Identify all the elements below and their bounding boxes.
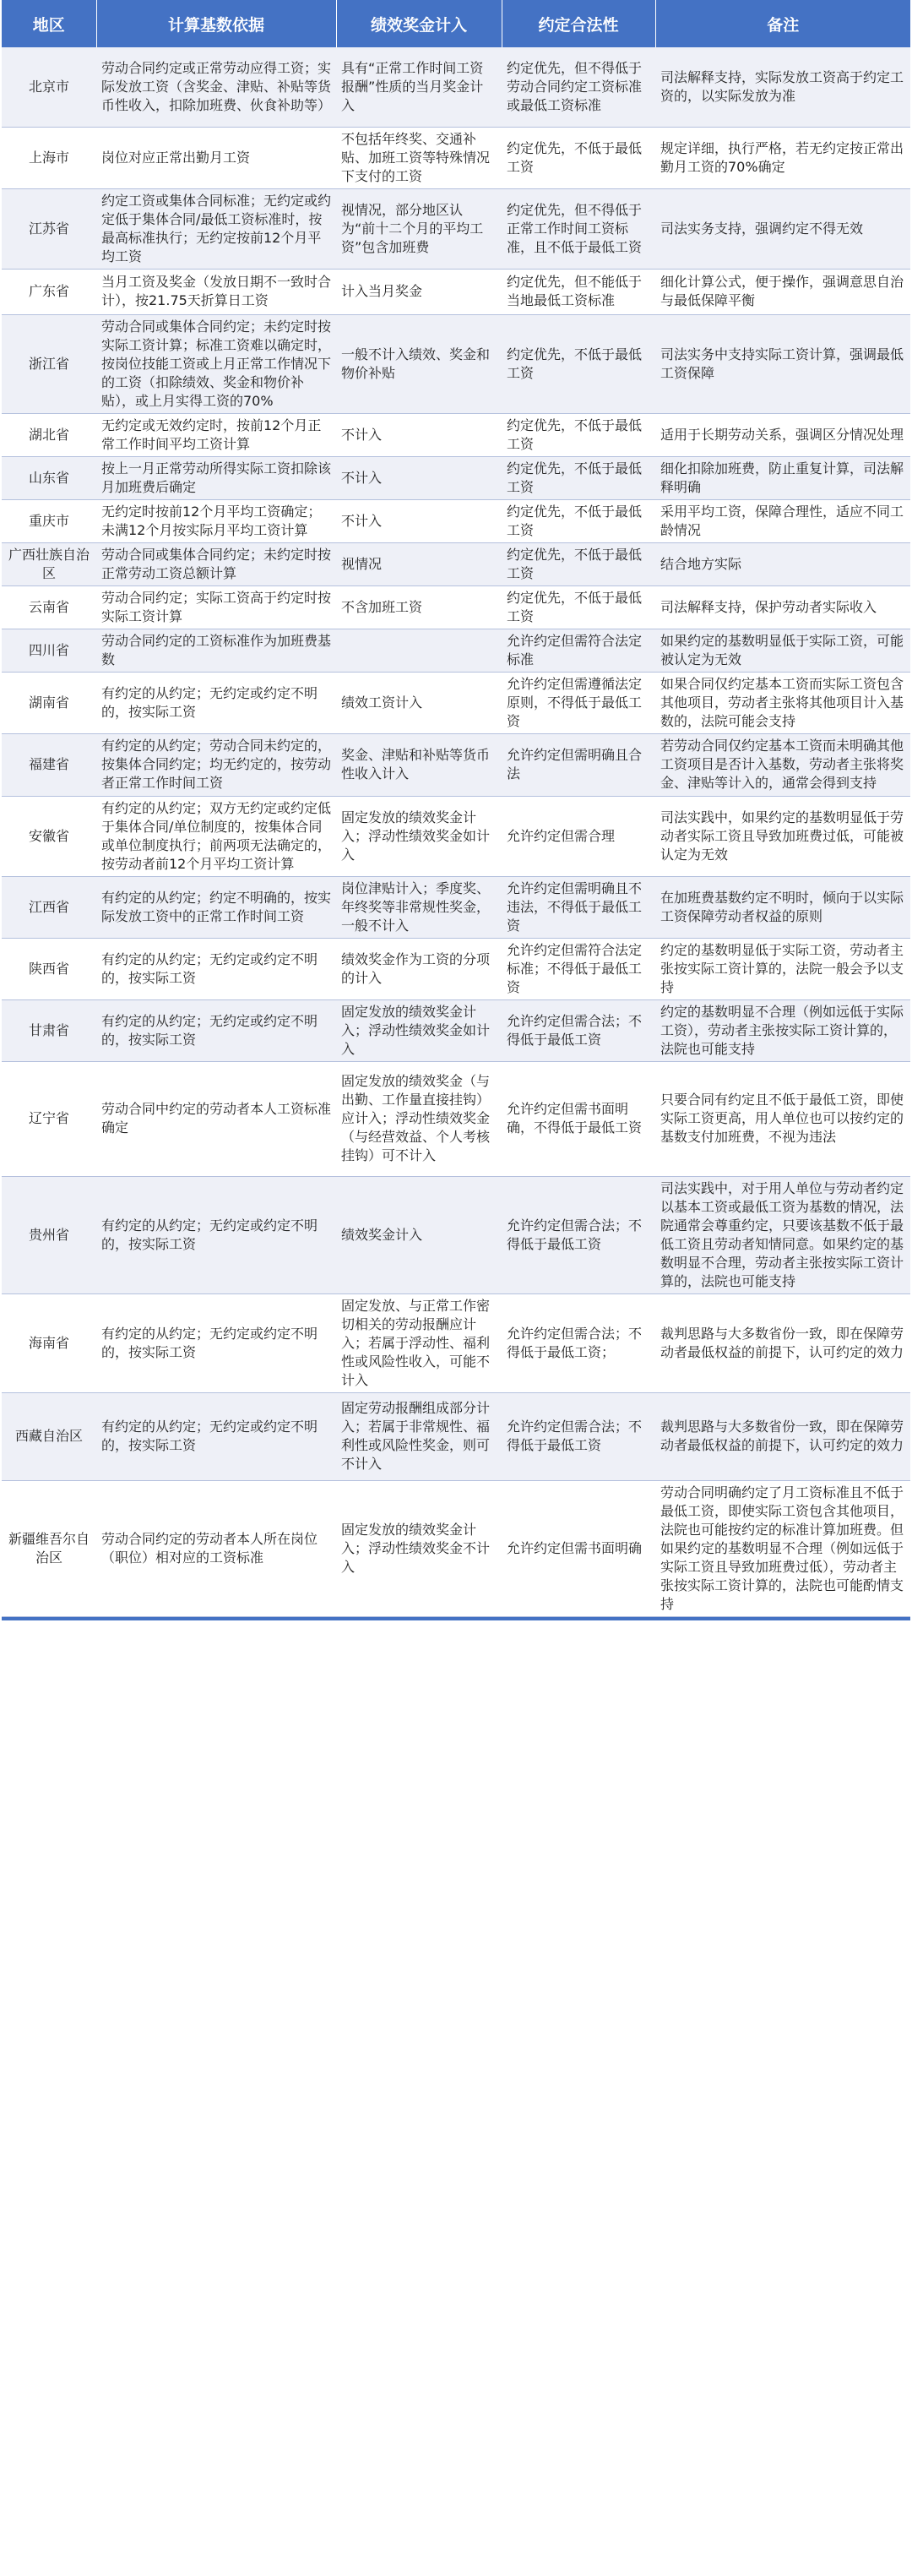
table-row: [2, 796, 910, 876]
basis-cell: 岗位对应正常出勤月工资: [96, 127, 336, 188]
note-cell: 规定详细，执行严格，若无约定按正常出勤月工资的70%确定: [655, 127, 910, 188]
legality-cell: 允许约定但需明确且合法: [502, 733, 655, 796]
legality-cell: 约定优先，不低于最低工资: [502, 413, 655, 456]
basis-cell: 有约定的从约定；无约定或约定不明的，按实际工资: [96, 999, 336, 1061]
table-row: [2, 188, 910, 269]
note-cell: 细化计算公式，便于操作，强调意思自治与最低保障平衡: [655, 269, 910, 314]
note-cell: 约定的基数明显不合理（例如远低于实际工资），劳动者主张按实际工资计算的，法院也可能支持: [655, 999, 910, 1061]
note-cell: 在加班费基数约定不明时，倾向于以实际工资保障劳动者权益的原则: [655, 876, 910, 938]
region-cell: 浙江省: [2, 314, 96, 413]
legality-cell: 允许约定但需书面明确: [502, 1480, 655, 1616]
basis-cell: 有约定的从约定；双方无约定或约定低于集体合同/单位制度的，按集体合同或单位制度执行；前两项无法确定的，按劳动者前12个月平均工资计算: [96, 796, 336, 876]
table-row: [2, 585, 910, 629]
region-cell: 湖北省: [2, 413, 96, 456]
legality-cell: 允许约定但需符合法定标准；不得低于最低工资: [502, 938, 655, 999]
note-cell: 若劳动合同仅约定基本工资而未明确其他工资项目是否计入基数，劳动者主张将奖金、津贴等计入的，通常会得到支持: [655, 733, 910, 796]
basis-cell: 劳动合同约定的工资标准作为加班费基数: [96, 629, 336, 672]
basis-cell: 有约定的从约定；无约定或约定不明的，按实际工资: [96, 938, 336, 999]
note-cell: 司法实务支持，强调约定不得无效: [655, 188, 910, 269]
note-cell: 细化扣除加班费，防止重复计算，司法解释明确: [655, 456, 910, 499]
header-region: 地区: [32, 15, 65, 35]
legality-cell: 约定优先，但不能低于当地最低工资标准: [502, 269, 655, 314]
bonus-cell: 视情况: [336, 542, 502, 585]
bonus-cell: 固定发放的绩效奖金（与出勤、工作量直接挂钩）应计入；浮动性绩效奖金（与经营效益、个人考核挂钩）可不计入: [336, 1061, 502, 1176]
note-cell: 司法实践中，如果约定的基数明显低于劳动者实际工资且导致加班费过低，可能被认定为无效: [655, 796, 910, 876]
bonus-cell: 固定劳动报酬组成部分计入；若属于非常规性、福利性或风险性奖金，则可不计入: [336, 1392, 502, 1480]
basis-cell: 约定工资或集体合同标准；无约定或约定低于集体合同/最低工资标准时，按最高标准执行；无约定按前12个月平均工资: [96, 188, 336, 269]
region-cell: 广西壮族自治区: [2, 542, 96, 585]
basis-cell: 劳动合同约定的劳动者本人所在岗位（职位）相对应的工资标准: [96, 1480, 336, 1616]
note-cell: 裁判思路与大多数省份一致，即在保障劳动者最低权益的前提下，认可约定的效力: [655, 1293, 910, 1392]
table-row: [2, 1392, 910, 1480]
region-cell: 四川省: [2, 629, 96, 672]
region-cell: 甘肃省: [2, 999, 96, 1061]
table-row: [2, 938, 910, 999]
note-cell: 劳动合同明确约定了月工资标准且不低于最低工资，即使实际工资包含其他项目，法院也可能按约定的标准计算加班费。但如果约定的基数明显不合理（例如远低于实际工资且导致加班费过低），劳动者主张按实际工资计算的，法院也可能酌情支持: [655, 1480, 910, 1616]
table-row: [2, 1061, 910, 1176]
table-row: [2, 629, 910, 672]
legality-cell: 约定优先，不低于最低工资: [502, 314, 655, 413]
bonus-cell: 不包括年终奖、交通补贴、加班工资等特殊情况下支付的工资: [336, 127, 502, 188]
legality-cell: 约定优先，但不得低于劳动合同约定工资标准或最低工资标准: [502, 47, 655, 127]
bonus-cell: 不计入: [336, 499, 502, 542]
basis-cell: 有约定的从约定；劳动合同未约定的，按集体合同约定；均无约定的，按劳动者正常工作时间工资: [96, 733, 336, 796]
region-cell: 云南省: [2, 585, 96, 629]
note-cell: 司法实务中支持实际工资计算，强调最低工资保障: [655, 314, 910, 413]
table-row: [2, 1176, 910, 1293]
legality-cell: 允许约定但需遵循法定原则，不得低于最低工资: [502, 672, 655, 733]
legality-cell: 允许约定但需合理: [502, 796, 655, 876]
region-cell: 安徽省: [2, 796, 96, 876]
basis-cell: 有约定的从约定；无约定或约定不明的，按实际工资: [96, 1293, 336, 1392]
legality-cell: 允许约定但需明确且不违法，不得低于最低工资: [502, 876, 655, 938]
table-row: [2, 542, 910, 585]
region-cell: 山东省: [2, 456, 96, 499]
header-legality: 约定合法性: [502, 0, 655, 47]
legality-cell: 允许约定但需合法；不得低于最低工资: [502, 1392, 655, 1480]
bonus-cell: 不计入: [336, 456, 502, 499]
legality-cell: 约定优先，不低于最低工资: [502, 499, 655, 542]
legality-cell: 允许约定但需合法；不得低于最低工资: [502, 999, 655, 1061]
region-cell: 贵州省: [2, 1176, 96, 1293]
legality-cell: 允许约定但需符合法定标准: [502, 629, 655, 672]
bonus-cell: 不含加班工资: [336, 585, 502, 629]
region-cell: 辽宁省: [2, 1061, 96, 1176]
table-row: [2, 499, 910, 542]
note-cell: 适用于长期劳动关系，强调区分情况处理: [655, 413, 910, 456]
basis-cell: 按上一月正常劳动所得实际工资扣除该月加班费后确定: [96, 456, 336, 499]
basis-cell: 劳动合同或集体合同约定；未约定时按实际工资计算；标准工资难以确定时，按岗位技能工资或上月正常工作情况下的工资（扣除绩效、奖金和物价补贴），或上月实得工资的70%: [96, 314, 336, 413]
legality-cell: 约定优先，不低于最低工资: [502, 127, 655, 188]
bonus-cell: 不计入: [336, 413, 502, 456]
bonus-cell: 固定发放的绩效奖金计入；浮动性绩效奖金不计入: [336, 1480, 502, 1616]
header-basis: 计算基数依据: [96, 0, 336, 47]
bonus-cell: 绩效奖金作为工资的分项的计入: [336, 938, 502, 999]
legality-cell: 允许约定但需书面明确，不得低于最低工资: [502, 1061, 655, 1176]
region-cell: 海南省: [2, 1293, 96, 1392]
region-cell: 湖南省: [2, 672, 96, 733]
region-cell: 江西省: [2, 876, 96, 938]
basis-cell: 有约定的从约定；无约定或约定不明的，按实际工资: [96, 1176, 336, 1293]
bonus-cell: 绩效工资计入: [336, 672, 502, 733]
legality-cell: 允许约定但需合法；不得低于最低工资；: [502, 1293, 655, 1392]
table-row: [2, 999, 910, 1061]
legality-cell: 约定优先，不低于最低工资: [502, 456, 655, 499]
note-cell: 裁判思路与大多数省份一致，即在保障劳动者最低权益的前提下，认可约定的效力: [655, 1392, 910, 1480]
legality-cell: 允许约定但需合法；不得低于最低工资: [502, 1176, 655, 1293]
note-cell: 结合地方实际: [655, 542, 910, 585]
bonus-cell: 一般不计入绩效、奖金和物价补贴: [336, 314, 502, 413]
bonus-cell: 岗位津贴计入；季度奖、年终奖等非常规性奖金，一般不计入: [336, 876, 502, 938]
region-cell: 陕西省: [2, 938, 96, 999]
note-cell: 采用平均工资，保障合理性，适应不同工龄情况: [655, 499, 910, 542]
table-bottom-border: [2, 1617, 910, 1620]
table-row: [2, 413, 910, 456]
basis-cell: 有约定的从约定；无约定或约定不明的，按实际工资: [96, 1392, 336, 1480]
note-cell: 司法解释支持，保护劳动者实际收入: [655, 585, 910, 629]
basis-cell: 有约定的从约定；约定不明确的，按实际发放工资中的正常工作时间工资: [96, 876, 336, 938]
region-cell: 重庆市: [2, 499, 96, 542]
region-cell: 新疆维吾尔自治区: [2, 1480, 96, 1616]
region-cell: 福建省: [2, 733, 96, 796]
bonus-cell: 固定发放的绩效奖金计入；浮动性绩效奖金如计入: [336, 796, 502, 876]
region-cell: 上海市: [2, 127, 96, 188]
table-row: [2, 876, 910, 938]
region-cell: 广东省: [2, 269, 96, 314]
region-cell: 江苏省: [2, 188, 96, 269]
table-row: [2, 1480, 910, 1616]
bonus-cell: [336, 629, 502, 672]
basis-cell: 劳动合同中约定的劳动者本人工资标准确定: [96, 1061, 336, 1176]
basis-cell: 当月工资及奖金（发放日期不一致时合计），按21.75天折算日工资: [96, 269, 336, 314]
basis-cell: 无约定或无效约定时，按前12个月正常工作时间平均工资计算: [96, 413, 336, 456]
header-bonus: 绩效奖金计入: [336, 0, 502, 47]
header-row: [2, 0, 910, 47]
basis-cell: 劳动合同或集体合同约定；未约定时按正常劳动工资总额计算: [96, 542, 336, 585]
overtime-base-table: [2, 0, 910, 1617]
bonus-cell: 固定发放的绩效奖金计入；浮动性绩效奖金如计入: [336, 999, 502, 1061]
note-cell: 司法实践中，对于用人单位与劳动者约定以基本工资或最低工资为基数的情况，法院通常会尊重约定，只要该基数不低于最低工资且劳动者知情同意。如果约定的基数明显不合理，劳动者主张按实际工资计算的，法院也可能支持: [655, 1176, 910, 1293]
table-row: [2, 127, 910, 188]
bonus-cell: 固定发放、与正常工作密切相关的劳动报酬应计入；若属于浮动性、福利性或风险性收入，可能不计入: [336, 1293, 502, 1392]
table-row: [2, 269, 910, 314]
table-row: [2, 314, 910, 413]
bonus-cell: 视情况，部分地区认为“前十二个月的平均工资”包含加班费: [336, 188, 502, 269]
note-cell: 约定的基数明显低于实际工资，劳动者主张按实际工资计算的，法院一般会予以支持: [655, 938, 910, 999]
bonus-cell: 计入当月奖金: [336, 269, 502, 314]
basis-cell: 劳动合同约定；实际工资高于约定时按实际工资计算: [96, 585, 336, 629]
table-row: [2, 733, 910, 796]
note-cell: 只要合同有约定且不低于最低工资，即使实际工资更高，用人单位也可以按约定的基数支付加班费，不视为违法: [655, 1061, 910, 1176]
legality-cell: 约定优先，但不得低于正常工作时间工资标准，且不低于最低工资: [502, 188, 655, 269]
region-cell: 北京市: [2, 47, 96, 127]
table-body: [2, 47, 910, 1616]
legality-cell: 约定优先，不低于最低工资: [502, 585, 655, 629]
basis-cell: 劳动合同约定或正常劳动应得工资；实际发放工资（含奖金、津贴、补贴等货币性收入，扣除加班费、伙食补助等）: [96, 47, 336, 127]
table-row: [2, 47, 910, 127]
table-row: [2, 672, 910, 733]
basis-cell: 有约定的从约定；无约定或约定不明的，按实际工资: [96, 672, 336, 733]
region-cell: 西藏自治区: [2, 1392, 96, 1480]
table-row: [2, 456, 910, 499]
header-note: 备注: [655, 0, 910, 47]
basis-cell: 无约定时按前12个月平均工资确定；未满12个月按实际月平均工资计算: [96, 499, 336, 542]
table-row: [2, 1293, 910, 1392]
bonus-cell: 奖金、津贴和补贴等货币性收入计入: [336, 733, 502, 796]
note-cell: 如果约定的基数明显低于实际工资，可能被认定为无效: [655, 629, 910, 672]
bonus-cell: 绩效奖金计入: [336, 1176, 502, 1293]
table-header: [2, 0, 910, 47]
legality-cell: 约定优先，不低于最低工资: [502, 542, 655, 585]
note-cell: 司法解释支持，实际发放工资高于约定工资的，以实际发放为准: [655, 47, 910, 127]
bonus-cell: 具有“正常工作时间工资报酬”性质的当月奖金计入: [336, 47, 502, 127]
note-cell: 如果合同仅约定基本工资而实际工资包含其他项目，劳动者主张将其他项目计入基数的，法院可能会支持: [655, 672, 910, 733]
